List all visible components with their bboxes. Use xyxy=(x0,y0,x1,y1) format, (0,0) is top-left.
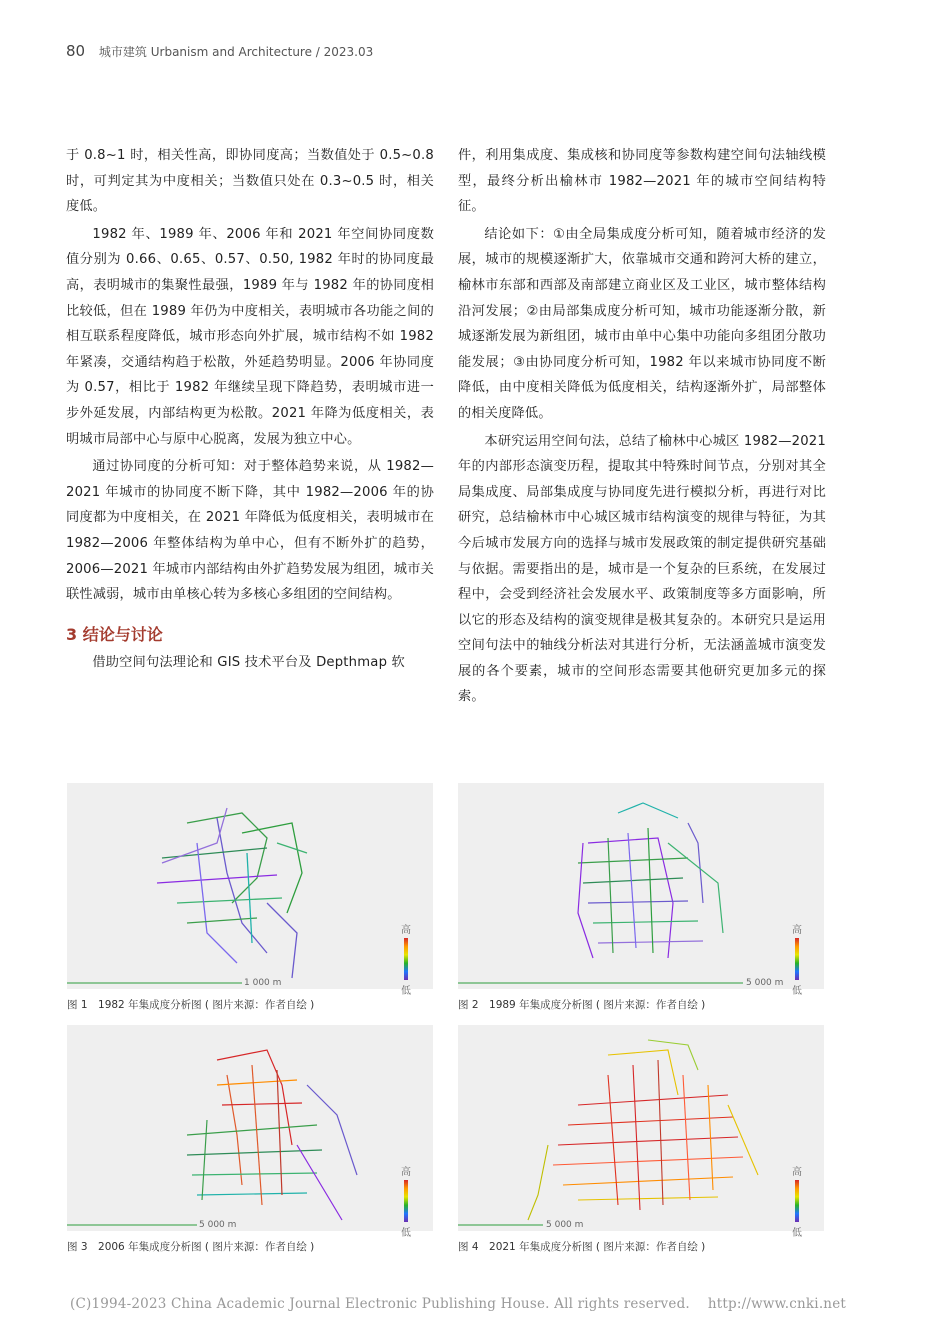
scale-bar-label: 5 000 m xyxy=(546,1220,584,1230)
legend-high-label: 高 xyxy=(401,1167,411,1178)
figure-caption: 图 4 2021 年集成度分析图 ( 图片来源：作者自绘 ) xyxy=(458,1241,706,1253)
figure-3-map-panel xyxy=(67,1025,433,1239)
scale-bar-label: 5 000 m xyxy=(199,1220,237,1230)
section-heading: 3 结论与讨论 xyxy=(66,624,163,644)
axial-map-1982 xyxy=(67,783,433,989)
right-column xyxy=(458,143,826,710)
legend-gradient-bar xyxy=(404,938,408,980)
color-legend xyxy=(790,1163,804,1239)
footer xyxy=(70,1296,846,1312)
paragraph: 结论如下：①由全局集成度分析可知，随着城市经济的发展，城市的规模逐渐扩大，依靠城市交通和跨河大桥的建立，榆林市东部和西部及南部建立商业区及工业区，城市整体结构沿河发展；②由局部集成度分析可知，城市功能逐渐分散，新城逐渐发展为新组团，城市由单中心集中功能向多组团分散功能发展；③由协同度分析可知，1982 年以来城市协同度不断降低，由中度相关降低为低度相关，结构逐渐外扩，局部整体的相关度降低。 xyxy=(458,226,826,421)
legend-low-label: 低 xyxy=(792,986,802,997)
legend-high-label: 高 xyxy=(792,925,802,936)
legend-high-label: 高 xyxy=(401,925,411,936)
left-column xyxy=(66,143,434,675)
legend-low-label: 低 xyxy=(792,1228,802,1239)
journal-title: 城市建筑 Urbanism and Architecture / 2023.03 xyxy=(98,45,374,59)
copyright-notice: (C)1994-2023 China Academic Journal Electronic Publishing House. All rights reserved. xyxy=(70,1296,690,1312)
paragraph: 件，利用集成度、集成核和协同度等参数构建空间句法轴线模型，最终分析出榆林市 1982—2021 年的城市空间结构特征。 xyxy=(458,148,826,215)
axial-map-2006 xyxy=(67,1025,433,1231)
paragraph: 通过协同度的分析可知：对于整体趋势来说，从 1982—2021 年城市的协同度不断下降，其中 1982—2006 年的协同度都为中度相关，在 2021 年降低为低度相关，表明城市在 1982—2006 年整体结构为单中心，但有不断外扩的趋势，2006—2021 年城市内部结构由外扩趋势发展为组团，城市关联性减弱，城市由单核心转为多核心多组团的空间结构。 xyxy=(66,459,434,603)
paragraph: 本研究运用空间句法，总结了榆林中心城区 1982—2021 年的内部形态演变历程，提取其中特殊时间节点，分别对其全局集成度、局部集成度与协同度先进行模拟分析，再进行对比研究，总结榆林市中心城区城市结构演变的规律与特征，为其今后城市发展方向的选择与城市发展政策的制定提供研究基础与依据。需要指出的是，城市是一个复杂的巨系统，在发展过程中，会受到经济社会发展水平、政策制度等多方面影响，所以它的形态及结构的演变规律是极其复杂的。本研究只是运用空间句法中的轴线分析法对其进行分析，无法涵盖城市演变发展的各个要素，城市的空间形态需要其他研究更加多元的探索。 xyxy=(458,433,826,705)
figure-4-map-panel xyxy=(458,1025,824,1239)
legend-gradient-bar xyxy=(404,1180,408,1222)
figure-1-map-panel xyxy=(67,783,433,997)
axial-map-2021 xyxy=(458,1025,824,1231)
figure-1 xyxy=(67,783,433,1012)
color-legend xyxy=(790,921,804,997)
figure-3 xyxy=(67,1025,433,1254)
paragraph: 借助空间句法理论和 GIS 技术平台及 Depthmap 软 xyxy=(92,654,405,670)
page-number: 80 xyxy=(66,42,86,60)
figure-2-map-panel xyxy=(458,783,824,997)
figure-caption: 图 2 1989 年集成度分析图 ( 图片来源：作者自绘 ) xyxy=(458,999,706,1011)
scale-bar-label: 5 000 m xyxy=(746,978,784,988)
axial-map-1989 xyxy=(458,783,824,989)
paragraph: 于 0.8~1 时，相关性高，即协同度高；当数值处于 0.5~0.8 时，可判定其为中度相关；当数值只处在 0.3~0.5 时，相关度低。 xyxy=(66,148,434,215)
running-header xyxy=(66,42,373,60)
footer-url[interactable]: http://www.cnki.net xyxy=(707,1296,847,1312)
legend-low-label: 低 xyxy=(401,986,411,997)
legend-gradient-bar xyxy=(795,1180,799,1222)
scale-bar-label: 1 000 m xyxy=(244,978,282,988)
figure-4 xyxy=(458,1025,824,1254)
legend-high-label: 高 xyxy=(792,1167,802,1178)
color-legend xyxy=(399,1163,413,1239)
color-legend xyxy=(399,921,413,997)
legend-gradient-bar xyxy=(795,938,799,980)
legend-low-label: 低 xyxy=(401,1228,411,1239)
figure-caption: 图 3 2006 年集成度分析图 ( 图片来源：作者自绘 ) xyxy=(67,1241,315,1253)
figure-caption: 图 1 1982 年集成度分析图 ( 图片来源：作者自绘 ) xyxy=(67,999,315,1011)
figure-2 xyxy=(458,783,824,1012)
paragraph: 1982 年、1989 年、2006 年和 2021 年空间协同度数值分别为 0.66、0.65、0.57、0.50, 1982 年时的协同度最高，表明城市的集聚性最强，1989 年与 1982 年的协同度相比较低，但在 1989 年仍为中度相关，表明城市各功能之间的相互联系程度降低，城市形态向外扩展，城市结构不如 1982 年紧凑，交通结构趋于松散，外延趋势明显。2006 年协同度为 0.57，相比于 1982 年继续呈现下降趋势，表明城市进一步外延发展，内部结构更为松散。2021 年降为低度相关，表明城市局部中心与原中心脱离，发展为独立中心。 xyxy=(66,226,434,447)
